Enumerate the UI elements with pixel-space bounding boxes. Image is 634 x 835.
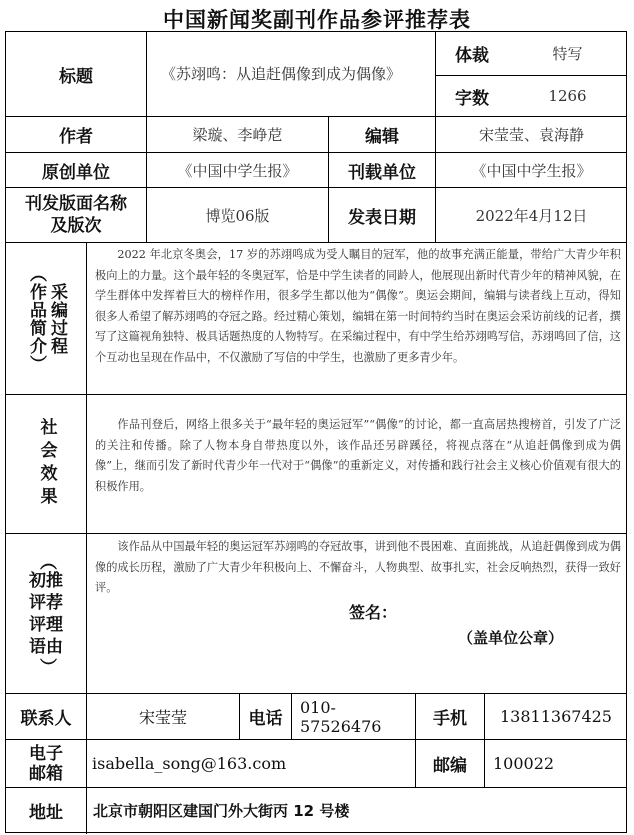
intro-label bbox=[6, 243, 86, 394]
recommend-line2: 评荐 bbox=[29, 592, 63, 613]
form-table bbox=[5, 31, 627, 833]
page-name-label-line1: 刊发版面名称 bbox=[25, 194, 127, 214]
word-count-value: 1266 bbox=[548, 87, 587, 105]
email-label-line2: 邮箱 bbox=[29, 763, 63, 784]
recommend-text: 该作品从中国最年轻的奥运冠军苏翊鸣的夺冠故事，讲到他不畏困难、直面挑战，从追赶偶像到成为偶像的成长历程，激励了广大青少年积极向上、不懈奋斗，人物典型、故事扎实，社会反响热烈，获得一致好评。 bbox=[95, 540, 621, 594]
recommend-open: （ bbox=[36, 552, 56, 570]
phone-label: 电话 bbox=[248, 709, 283, 729]
intro-label-right: 采编过程 bbox=[47, 282, 67, 355]
social-effect-label bbox=[6, 395, 86, 533]
page-title: 中国新闻奖副刊作品参评推荐表 bbox=[163, 8, 471, 32]
recommend-line3: 评理 bbox=[29, 614, 63, 635]
mobile-value: 13811367425 bbox=[500, 707, 612, 726]
email-label-line1: 电子 bbox=[29, 743, 63, 764]
recommend-line4: 语由 bbox=[29, 636, 63, 657]
original-unit-value: 《中国中学生报》 bbox=[177, 161, 298, 180]
page-name-label bbox=[6, 188, 146, 242]
publishing-unit-label: 刊载单位 bbox=[348, 162, 416, 183]
phone-value-line2: 57526476 bbox=[300, 716, 382, 736]
original-unit-label: 原创单位 bbox=[42, 162, 110, 183]
email-value: isabella_song@163.com bbox=[92, 754, 287, 773]
recommend-label bbox=[6, 534, 86, 693]
social-effect-label-text: 社会效果 bbox=[36, 418, 57, 510]
intro-text: 2022 年北京冬奥会，17 岁的苏翊鸣成为受人瞩目的冠军，他的故事充满正能量，带给广大青少年积极向上的力量。这个最年轻的冬奥冠军，恰是中学生读者的同龄人，他展现出新时代青少年的精神风貌，在学生群体中发挥着巨大的榜样作用，很多学生都以他为“偶像”。奥运会期间，编辑与读者线上互动，得知很多人希望了解苏翊鸣的夺冠之路。经过精心策划，编辑在第一时间特约当时在奥运会采访前线的记者，撰写了这篇视角独特、极具话题热度的人物特写。在采编过程中，有中学生给苏翊鸣写信，苏翊鸣回了信，这个互动也呈现在作品中，不仅激励了写信的中学生，也激励了更多青少年。 bbox=[95, 248, 621, 364]
page-name-value: 博览06版 bbox=[205, 206, 270, 225]
signature-label: 签名： bbox=[349, 603, 398, 622]
postcode-label: 邮编 bbox=[433, 756, 467, 776]
editor-value: 宋莹莹、袁海静 bbox=[478, 126, 584, 144]
word-count-label: 字数 bbox=[455, 88, 489, 109]
contact-label: 联系人 bbox=[20, 709, 72, 729]
email-label bbox=[6, 740, 86, 787]
address-value: 北京市朝阳区建国门外大街丙 12 号楼 bbox=[93, 802, 350, 820]
author-value: 梁璇、李峥苨 bbox=[192, 126, 283, 144]
contact-value: 宋莹莹 bbox=[138, 708, 187, 727]
intro-label-left: （作品简介） bbox=[26, 264, 46, 373]
title-label: 标题 bbox=[59, 66, 93, 87]
genre-label: 体裁 bbox=[455, 46, 489, 66]
publishing-unit-value: 《中国中学生报》 bbox=[471, 161, 592, 180]
recommend-close: ） bbox=[36, 657, 56, 675]
address-label: 地址 bbox=[29, 803, 63, 823]
page-name-label-line2: 及版次 bbox=[50, 216, 102, 236]
phone-value bbox=[292, 694, 415, 739]
mobile-label: 手机 bbox=[433, 709, 467, 729]
social-effect-text: 作品刊登后，网络上很多关于“最年轻的奥运冠军”“偶像”的讨论，都一直高居热搜榜首，引发了广泛的关注和传播。除了人物本身自带热度以外，该作品还另辟蹊径，将视点落在“从追赶偶像到成为偶像”上，继而引发了新时代青少年一代对于“偶像”的重新定义，对传播和践行社会主义核心价值观有很大的积极作用。 bbox=[95, 418, 621, 493]
recommend-line1: 初推 bbox=[29, 570, 63, 591]
title-value: 《苏翊鸣：从追赶偶像到成为偶像》 bbox=[161, 65, 402, 83]
publish-date-label: 发表日期 bbox=[348, 207, 416, 228]
genre-value: 特写 bbox=[552, 45, 583, 63]
phone-value-line1: 010- bbox=[300, 697, 336, 717]
seal-note: （盖单位公章） bbox=[458, 629, 564, 647]
postcode-value: 100022 bbox=[493, 754, 555, 773]
publish-date-value: 2022年4月12日 bbox=[475, 206, 588, 225]
author-label: 作者 bbox=[59, 127, 93, 147]
editor-label: 编辑 bbox=[365, 127, 399, 147]
